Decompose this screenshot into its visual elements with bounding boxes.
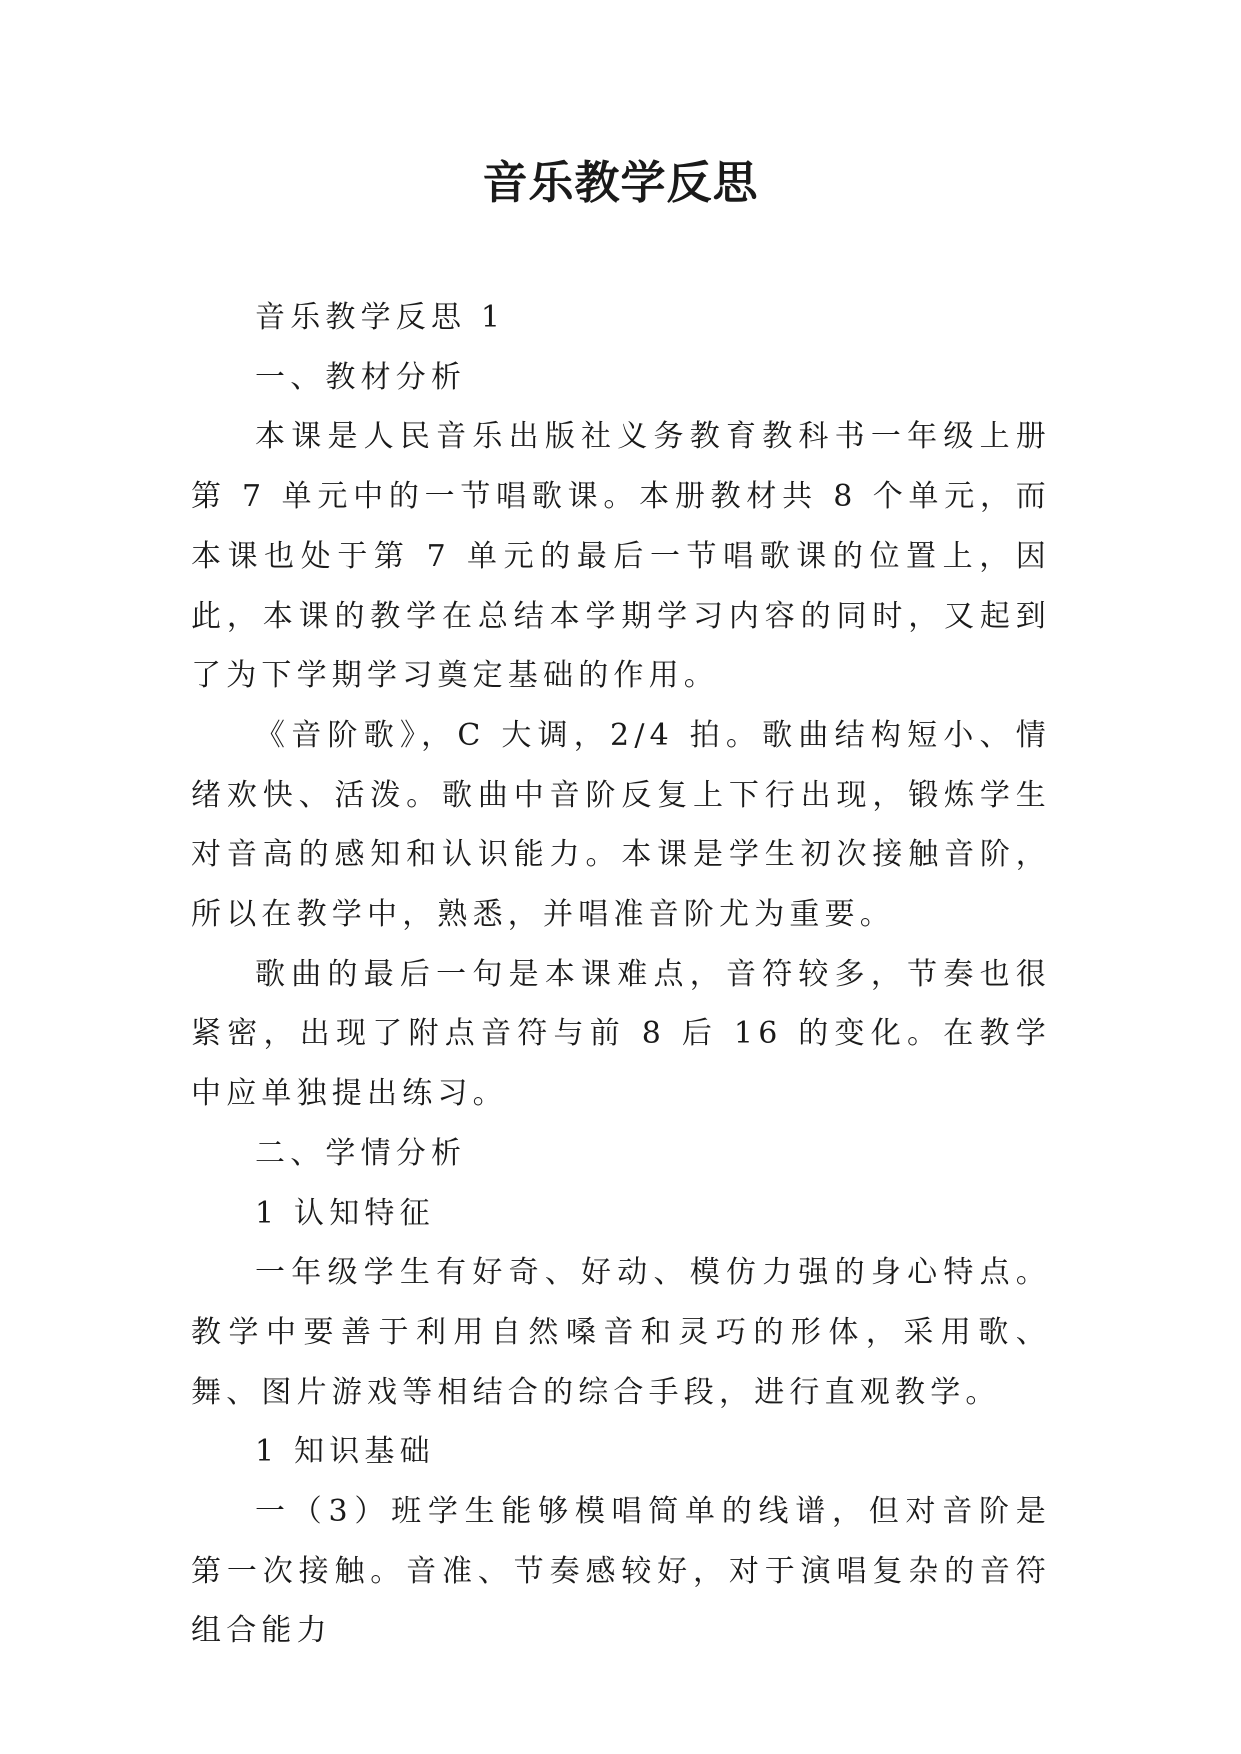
section-heading: 一、教材分析 <box>255 359 467 395</box>
subsection-heading: 1 认知特征 <box>255 1195 435 1231</box>
section-heading: 二、学情分析 <box>255 1135 467 1171</box>
body-paragraph: 一年级学生有好奇、好动、模仿力强的身心特点。教学中要善于利用自然嗓音和灵巧的形体，采用歌、舞、图片游戏等相结合的综合手段，进行直观教学。 <box>191 1255 1051 1410</box>
document-title: 音乐教学反思 <box>482 156 759 209</box>
subsection-heading: 1 知识基础 <box>255 1434 435 1470</box>
body-paragraph: 《音阶歌》，C 大调，2/4 拍。歌曲结构短小、情绪欢快、活泼。歌曲中音阶反复上下行出现，锻炼学生对音高的感知和认识能力。本课是学生初次接触音阶，所以在教学中，熟悉，并唱准音阶尤为重要。 <box>191 717 1051 933</box>
section-heading: 音乐教学反思 1 <box>255 300 506 335</box>
document-body <box>191 288 1051 1661</box>
body-paragraph: 一（3）班学生能够模唱简单的线谱，但对音阶是第一次接触。音准、节奏感较好，对于演唱复杂的音符组合能力 <box>191 1494 1051 1649</box>
body-paragraph: 本课是人民音乐出版社义务教育教科书一年级上册第 7 单元中的一节唱歌课。本册教材共 8 个单元，而本课也处于第 7 单元的最后一节唱歌课的位置上，因此，本课的教学在总结本学期学习内容的同时，又起到了为下学期学习奠定基础的作用。 <box>191 419 1051 694</box>
body-paragraph: 歌曲的最后一句是本课难点，音符较多，节奏也很紧密，出现了附点音符与前 8 后 16 的变化。在教学中应单独提出练习。 <box>191 956 1051 1112</box>
